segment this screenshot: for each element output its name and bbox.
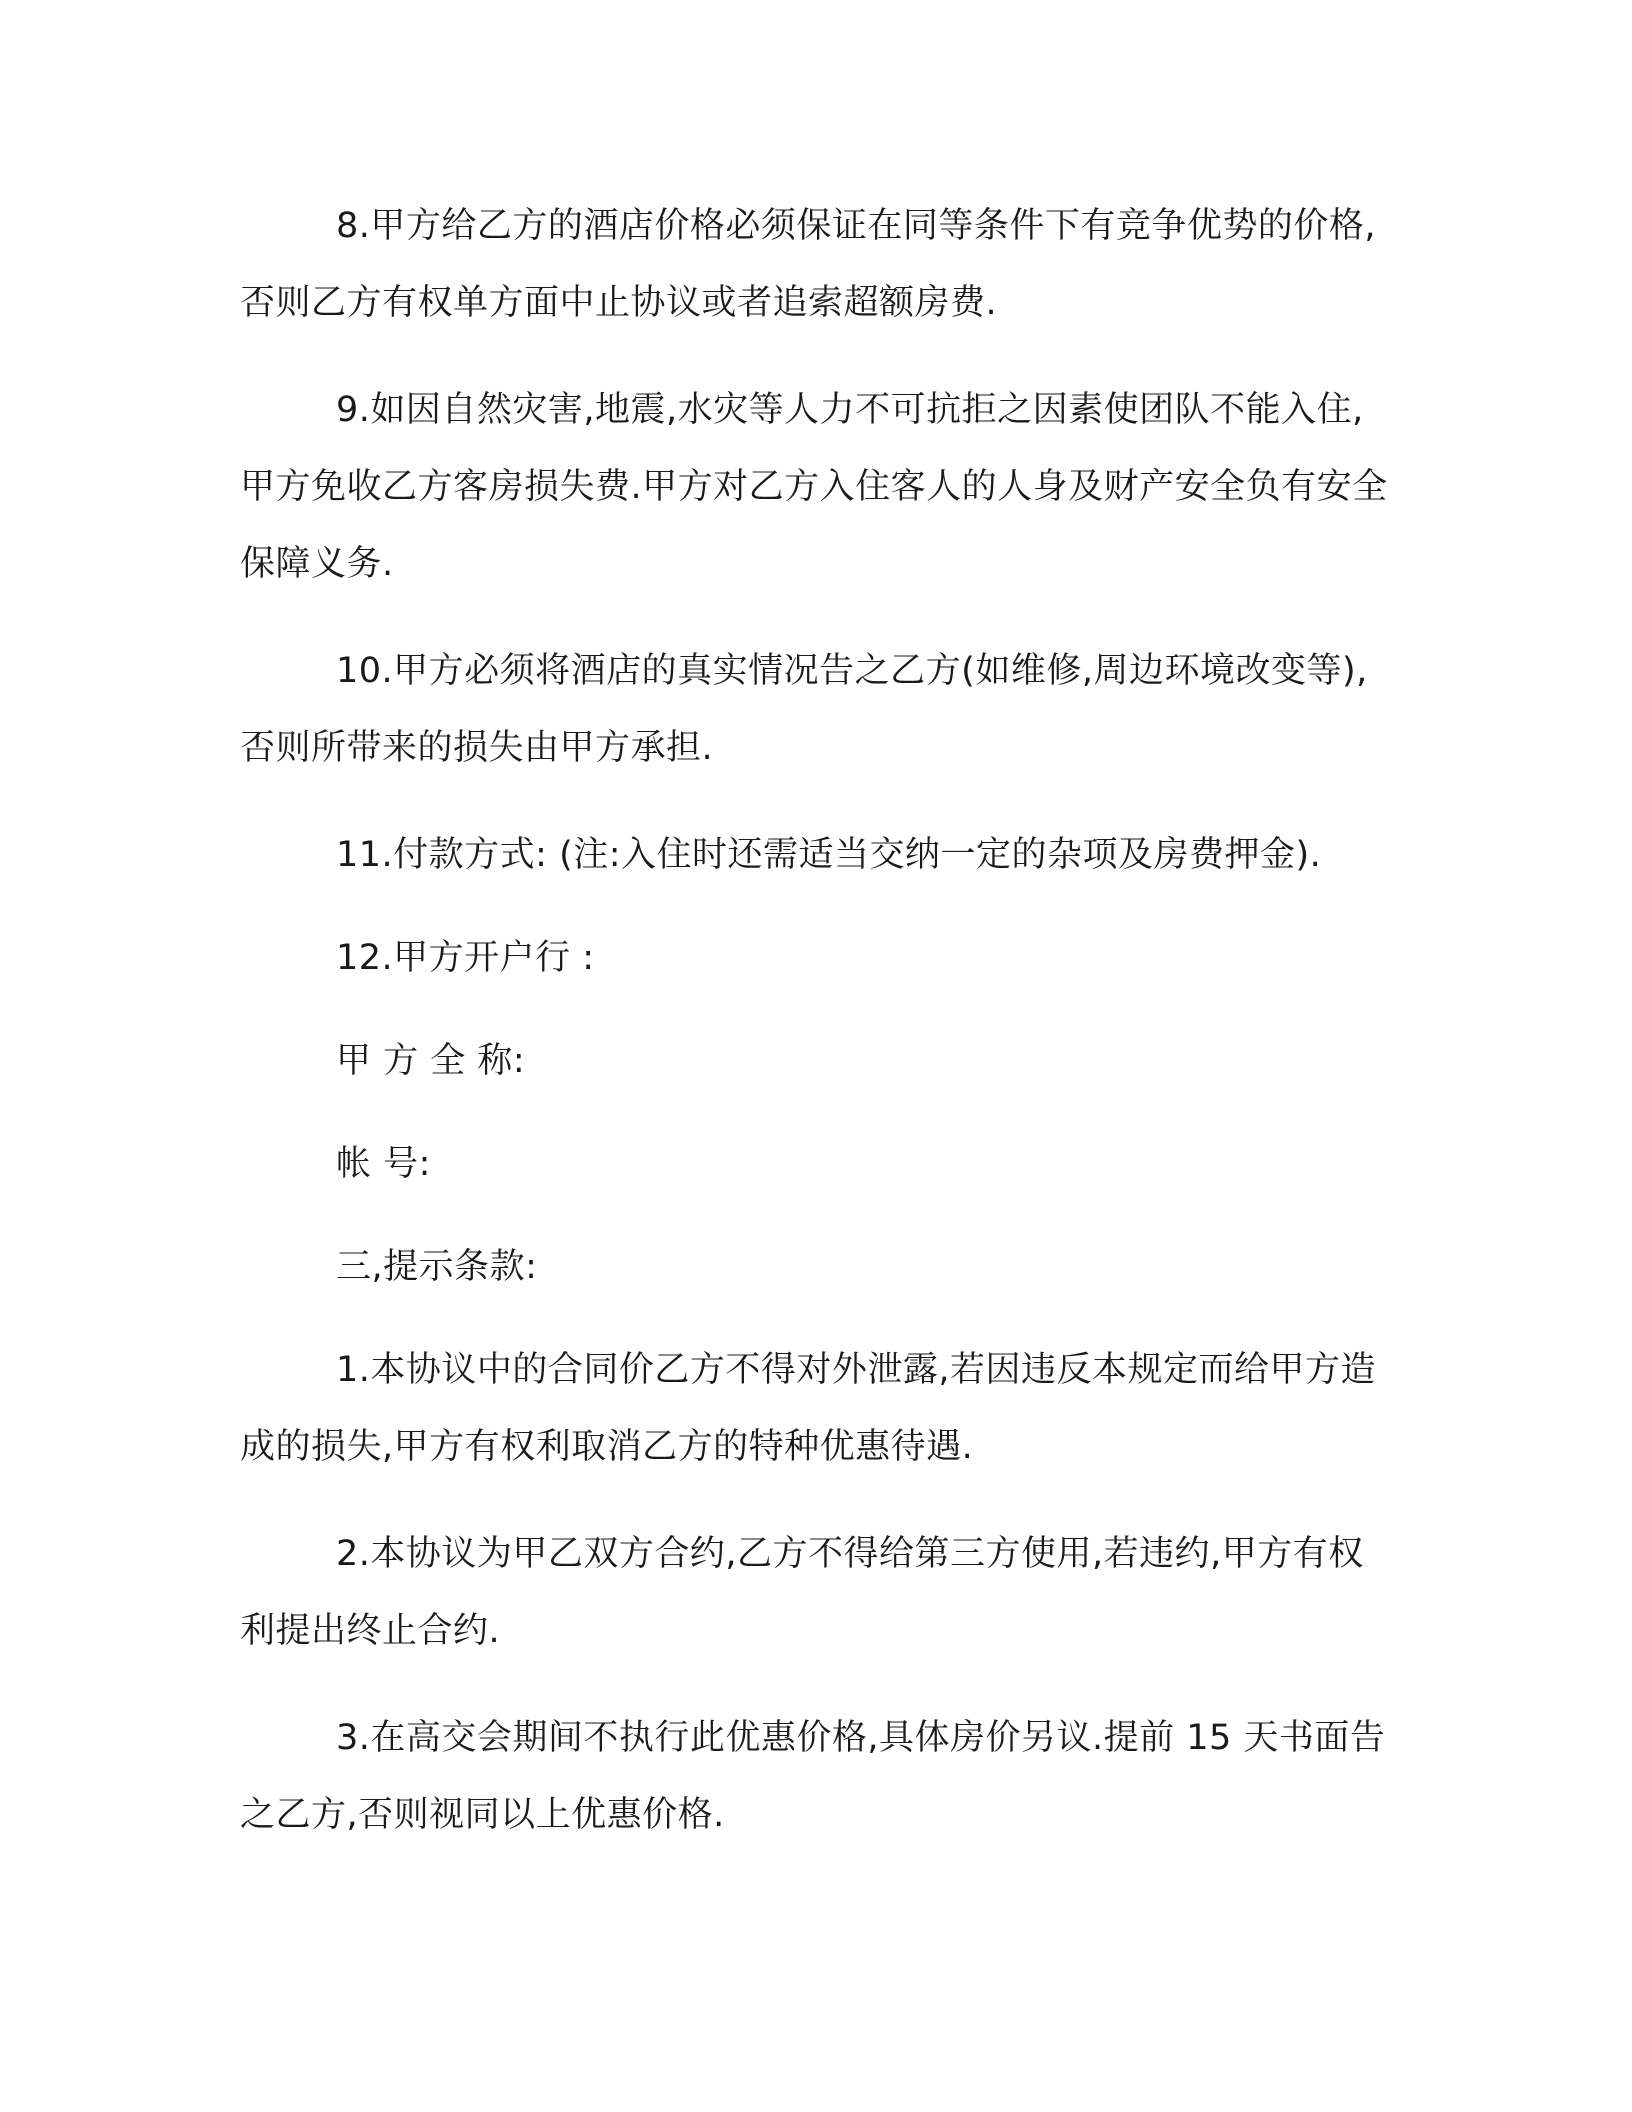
reminder-clause-3: 3.在高交会期间不执行此优惠价格,具体房价另议.提前 15 天书面告之乙方,否则视同以上优惠价格. [240, 1718, 1386, 1835]
clause-12-bank: 12.甲方开户行 : [336, 938, 595, 978]
party-a-full-name-field: 甲 方 全 称: [336, 1041, 526, 1081]
clause-9: 9.如因自然灾害,地震,水灾等人力不可抗拒之因素使团队不能入住,甲方免收乙方客房损失费.甲方对乙方入住客人的人身及财产安全负有安全保障义务. [240, 390, 1388, 584]
document-body [240, 188, 1388, 1884]
clause-11-payment: 11.付款方式: (注:入住时还需适当交纳一定的杂项及房费押金). [336, 835, 1322, 875]
section-heading-reminder-terms: 三,提示条款: [336, 1247, 538, 1287]
clause-10: 10.甲方必须将酒店的真实情况告之乙方(如维修,周边环境改变等),否则所带来的损失由甲方承担. [240, 651, 1368, 768]
clause-8: 8.甲方给乙方的酒店价格必须保证在同等条件下有竞争优势的价格,否则乙方有权单方面中止协议或者追索超额房费. [240, 206, 1377, 323]
account-number-field: 帐 号: [336, 1144, 431, 1184]
reminder-clause-1: 1.本协议中的合同价乙方不得对外泄露,若因违反本规定而给甲方造成的损失,甲方有权利取消乙方的特种优惠待遇. [240, 1350, 1377, 1467]
reminder-clause-2: 2.本协议为甲乙双方合约,乙方不得给第三方使用,若违约,甲方有权利提出终止合约. [240, 1534, 1364, 1651]
